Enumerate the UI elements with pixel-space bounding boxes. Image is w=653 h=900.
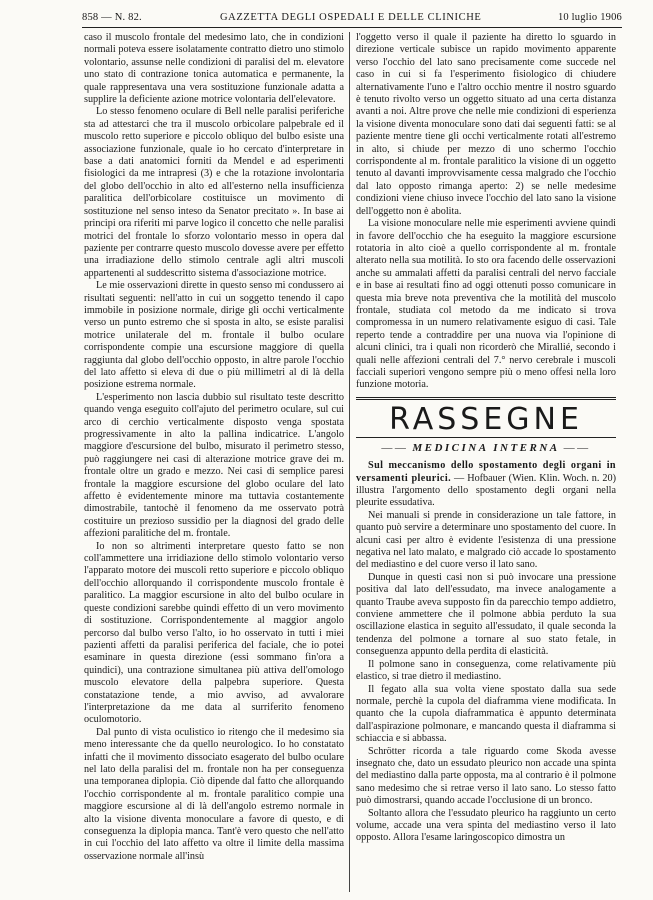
article-intro — [356, 460, 616, 510]
section-title: RASSEGNE — [389, 401, 583, 437]
paragraph: Il fegato alla sua volta viene spostato dalla sua sede normale, perchè la cupola del diaframma viene modificata. In quanto che la cupola diaframmatica è appunto determinata dall'aspirazione polmonare, e mancando questa il diaframma si schiaccia e si abbassa. — [356, 683, 616, 745]
paragraph: Il polmone sano in conseguenza, come relativamente più elastico, si trae dietro il mediastino. — [356, 658, 616, 683]
column-divider — [349, 32, 350, 892]
paragraph: Dunque in questi casi non si può invocare una pressione positiva dal lato dell'essudato, ma invece analogamente a quanto Traube aveva supposto fin da parecchio tempo addietro, conviene ammettere che il polmone abbia perduto la sua oscillazione elastica in seguito all'essudato, il quale seconda la tendenza del polmone a tornare al suo stato fetale, in conseguenza appunto della perdita di elasticità. — [356, 571, 616, 658]
paragraph: Lo stesso fenomeno oculare di Bell nelle paralisi periferiche sta ad attestarci che tra il muscolo orbicolare palpebrale ed il muscolo retto superiore e piccolo obliquo del bulbo esiste una associazione funzionale, quale io ho cercato d'interpretare in base a dati anatomici forniti da Mendel e ad esperimenti fisiologici da me intrapresi (3) e che la rotazione involontaria del globo dell'occhio in alto ed all'esterno nella insufficienza paralitica dell'orbicolare costituisce un movimento di sostituzione nel senso inteso da Senator precitato ». In base ai principi ora riferiti mi parve logico il concetto che nelle paralisi motrici del frontale lo sforzo volontario messo in opera dal paziente per contrarre questo muscolo dovesse avere per effetto una irradiazione dello stimolo centrale agli altri muscoli appartenenti al suddescritto sistema d'associazione motrice. — [84, 106, 344, 279]
paragraph: Le mie osservazioni dirette in questo senso mi condussero ai risultati seguenti: nell'atto in cui un soggetto tenendo il capo immobile in posizione normale, dirige gli occhi verticalmente verso un punto estremo che si sposta in alto, se esiste paralisi motrice unilaterale del m. frontale il bulbo oculare corrispondente compie una escursione maggiore di quella raggiunta dal globo dell'occhio opposto, in altre parole l'occhio del lato affetto si eleva di due o più millimetri al di là della posizione estrema normale. — [84, 280, 344, 391]
right-column — [356, 32, 616, 845]
section-subtitle: —— MEDICINA INTERNA —— — [356, 442, 616, 454]
paragraph: L'esperimento non lascia dubbio sul risultato teste descritto quando venga eseguito coll'ajuto del perimetro oculare, sul cui arco di cerchio verticalmente disposto venga spostata progressivamente in alto la pallina indicatrice. L'angolo maggiore d'escursione del bulbo, misurato il perimetro stesso, può raggiungere nei casi di alterazione motrice grave dei m. frontale oltre un grado e mezzo. Nei casi di semplice paresi frontale la maggiore escursione del globo oculare del lato affetto è evidentemente minore ma tuttavia costantemente dimostrabile, tantochè il fenomeno da me osservato potrà costituire un prezioso sussidio per la diagnosi del grado delle affezioni paralitiche del m. frontale. — [84, 391, 344, 540]
left-column — [84, 32, 344, 863]
page-header — [82, 6, 622, 26]
paragraph: Dal punto di vista oculistico io ritengo che il medesimo sia meno interessante che da quello neurologico. Io ho constatato infatti che il movimento dissociato esagerato del bulbo oculare nel lato della paralisi del m. frontale non ha per conseguenza una temporanea diplopia. Ciò dipende dal fatto che allorquando l'occhio corrispondente al m. frontale paralitico compie una maggiore escursione al di là dell'angolo estremo normale in alto la visione diventa monoculare a favore di questo, e di conseguenza la diplopia manca. Tant'è vero questo che nell'atto in cui l'occhio del lato affetto va oltre il limite della massima osservazione normale all'insù — [84, 726, 344, 862]
paragraph: Nei manuali si prende in considerazione un tale fattore, in quanto può servire a determinare uno spostamento del cuore. In alcuni casi per altro è evidente l'esistenza di una pressione negativa nel lato malato, e malgrado ciò accade lo spostamento del mediastino e del cuore verso il lato sano. — [356, 509, 616, 571]
issue-date: 10 luglio 1906 — [557, 12, 622, 23]
paragraph: Schrötter ricorda a tale riguardo come Skoda avesse insegnato che, dato un essudato pleurico non accade una spinta del mediastino dalla parte opposta, ma al contrario è il polmone sano medesimo che si retrae verso il lato sano. Lo stesso fatto può dimostrarsi, quando accade l'occlusione di un bronco. — [356, 745, 616, 807]
header-rule — [82, 27, 622, 28]
paragraph: caso il muscolo frontale del medesimo lato, che in condizioni normali poteva essere isolatamente contratto dietro uno stimolo volontario, assunse nelle condizioni di paralisi del m. elevatore uno stato di contrazione tonica automatica e permanente, la quale rappresentava una vera sostituzione funzionale adatta a supplire la deficiente azione motrice volontaria dell'elevatore. — [84, 32, 344, 106]
section-banner — [356, 397, 616, 438]
paragraph: Soltanto allora che l'essudato pleurico ha raggiunto un certo volume, accade una vera spinta del mediastino verso il lato opposto. Allora l'esame laringoscopico dimostra un — [356, 807, 616, 844]
article-lead: — Hofbauer (Wien. Klin. Woch. n. 20) illustra l'argomento dello spostamento degli organi nella pleurite essudativa. — [356, 472, 617, 509]
page-number: 858 — N. 82. — [82, 12, 142, 23]
paragraph: La visione monoculare nelle mie esperimenti avviene quindi in favore dell'occhio che ha eseguito la maggiore escursione rotatoria in alto cioè a quello corrispondente al m. frontale alterato nella sua motilità. Io sto ora facendo delle osservazioni anche su ammalati affetti da paralisi centrali del nervo facciale e in base ai resultati fino ad oggi ottenuti posso comunicare in questa mia breve nota preventiva che la motilità del muscolo frontale, studiata col metodo da me indicato si trova compromessa in un numero relativamente esiguo di casi. Tale reperto tende a contraddire per una nuova via l'opinione di alcuni clinici, tra i quali non ricorderò che Mirallié, secondo i quali nelle affezioni centrali del 7.° nervo cerebrale i muscoli facciali superiori vengono sempre più o meno offesi nella loro funzione motoria. — [356, 218, 616, 391]
paragraph: Io non so altrimenti interpretare questo fatto se non coll'ammettere una irridiazione dello stimolo volontario verso l'apparato motore dei muscoli retto superiore e piccolo obliquo dell'occhio allorquando il corrispondente muscolo frontale è paralitico. La maggior escursione in alto del bulbo oculare in queste condizioni sarebbe quindi effetto di un vero movimento di sostituzione. Corrispondentemente al maggior angolo percorso dal bulbo verso l'alto, io ho osservato in tutti i miei pazienti affetti da paralisi periferica del faciale, che io potei esaminare in questa direzione (essi sommano fin'ora a quindici), una contrazione simultanea più attiva dell'omologo muscolo elevatore della palpebra superiore. Questa constatazione tende, a mio avviso, ad avvalorare l'interpretazione da me data al surriferito fenomeno oculomotorio. — [84, 540, 344, 726]
paragraph: l'oggetto verso il quale il paziente ha diretto lo sguardo in direzione verticale subisce un rapido movimento apparente verso l'occhio del lato sano precisamente come succede nel caso in cui si fa l'esperimento fisiologico di chiudere alternativamente l'uno e l'altro occhio mentre il nostro sguardo è tenuto rivolto verso un oggetto situato ad una certa distanza avanti a noi. Altre prove che nelle mie condizioni di esperienza la visione diventa monoculare sono dati dai seguenti fatti: se al paziente mentre tiene gli occhi verticalmente rotati all'estremo in alto, si chiude per mezzo di uno schermo l'occhio corrispondente al m. frontale paralitico la visione di un oggetto tenuto al davanti improvvisamente cessa malgrado che l'occhio dal lato opposto rimanga aperto: 2) se nelle medesime condizioni viene chiuso invece l'occhio del lato sano la visione dell'oggetto non è abolita. — [356, 32, 616, 217]
journal-title: GAZZETTA DEGLI OSPEDALI E DELLE CLINICHE — [220, 12, 482, 23]
article-heading: Sul meccanismo dello spostamento degli organi in versamenti pleurici. — [356, 460, 616, 484]
